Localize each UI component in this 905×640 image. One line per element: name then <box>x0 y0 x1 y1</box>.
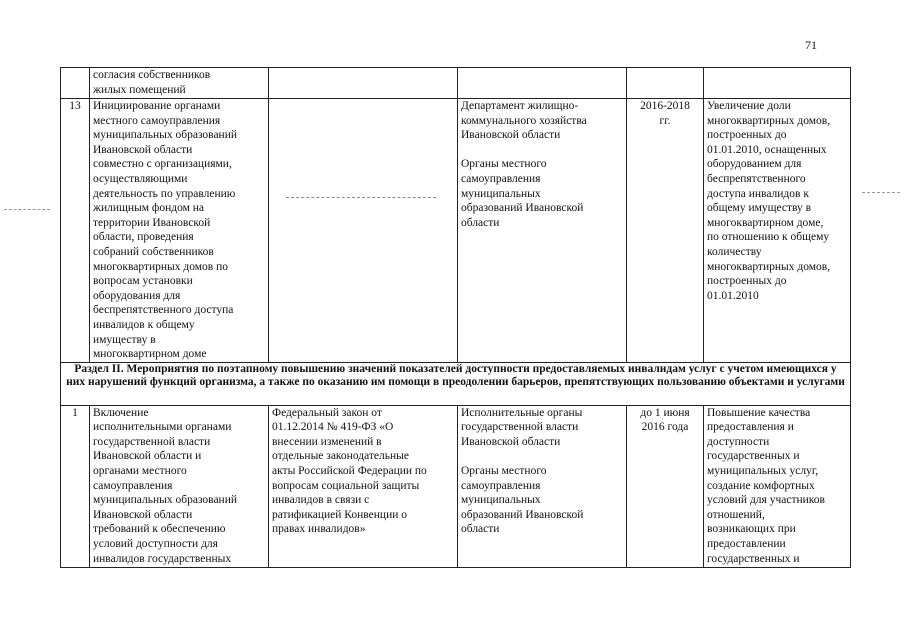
row-number-cell: 13 <box>61 99 90 363</box>
executors-cell: Исполнительные органы государственной власти Ивановской области Органы местного самоуправления муниципальных образований Ивановской области <box>458 405 627 567</box>
term-cell <box>627 68 704 99</box>
measure-cell: согласия собственников жилых помещений <box>90 68 269 99</box>
measures-table <box>60 67 851 568</box>
basis-cell <box>269 68 458 99</box>
dash-mark <box>286 197 436 198</box>
executors-cell: Департамент жилищно- коммунального хозяйства Ивановской области Органы местного самоуправления муниципальных образований Ивановской области <box>458 99 627 363</box>
table-row <box>61 68 851 99</box>
scan-mark-left <box>4 209 50 210</box>
measure-cell: Включение исполнительными органами государственной власти Ивановской области и органами местного самоуправления муниципальных образований Ивановской области требований к обеспечению условий доступности для инвалидов государственных <box>90 405 269 567</box>
row-number-cell: 1 <box>61 405 90 567</box>
executors-cell <box>458 68 627 99</box>
section-heading-row <box>61 362 851 405</box>
basis-cell: Федеральный закон от 01.12.2014 № 419-ФЗ «О внесении изменений в отдельные законодательные акты Российской Федерации по вопросам социальной защиты инвалидов в связи с ратификацией Конвенции о правах инвалидов» <box>269 405 458 567</box>
table-row <box>61 99 851 363</box>
page-number: 71 <box>805 38 817 52</box>
result-cell <box>704 68 851 99</box>
table-row <box>61 405 851 567</box>
result-cell: Повышение качества предоставления и доступности государственных и муниципальных услуг, создание комфортных условий для участников отношений, возникающих при предоставлении государственных и <box>704 405 851 567</box>
term-cell: до 1 июня 2016 года <box>627 405 704 567</box>
section-title: Раздел II. Мероприятия по поэтапному повышению значений показателей доступности предоставляемых инвалидам услуг с учетом имеющихся у них нарушений функций организма, а также по оказанию им помощи в преодолении барьеров, препятствующих пользованию объектами и услугами <box>61 362 851 405</box>
measure-cell: Инициирование органами местного самоуправления муниципальных образований Ивановской области совместно с организациями, осуществляющими деятельность по управлению жилищным фондом на территории Ивановской области, проведения собраний собственников многоквартирных домов по вопросам установки оборудования для беспрепятственного доступа инвалидов к общему имуществу в многоквартирном доме <box>90 99 269 363</box>
basis-cell <box>269 99 458 363</box>
term-cell: 2016-2018 гг. <box>627 99 704 363</box>
row-number-cell <box>61 68 90 99</box>
result-cell: Увеличение доли многоквартирных домов, построенных до 01.01.2010, оснащенных оборудованием для беспрепятственного доступа инвалидов к общему имуществу в многоквартирном доме, по отношению к общему количеству многоквартирных домов, построенных до 01.01.2010 <box>704 99 851 363</box>
scan-mark-right <box>862 192 900 193</box>
